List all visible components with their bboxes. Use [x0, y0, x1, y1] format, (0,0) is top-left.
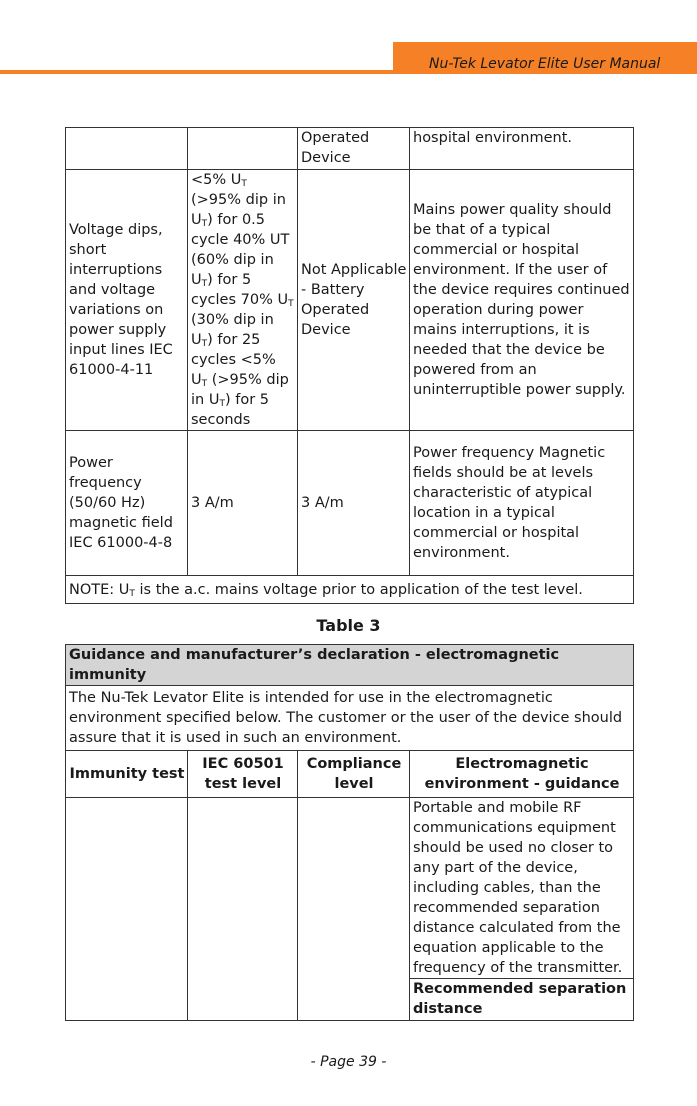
table-title: Table 3 [316, 616, 381, 635]
table-row [66, 798, 634, 979]
level-cell: <5% $U_T$ (>95% dip in $U_T$) for 0.5 cycle 40% UT (60% dip in $U_T$) for 5 cycles 70% $U_T$ (30% dip in $U_T$) for 25 cycles <5% $U_T$ (>95% dip in $U_T$) for 5 seconds [188, 170, 298, 431]
table-row [66, 170, 634, 431]
table-row [66, 686, 634, 751]
column-header: Compliance level [298, 751, 410, 798]
column-header: Immunity test [66, 751, 188, 798]
table-row [66, 576, 634, 604]
page-number: - Page 39 - [310, 1054, 387, 1070]
compliance-cell: Operated Device [298, 128, 410, 170]
column-header: Electromagnetic environment - guidance [410, 751, 634, 798]
cell-empty [66, 798, 188, 1021]
cell-empty [66, 128, 188, 170]
table-row [66, 751, 634, 798]
table-header: Guidance and manufacturer’s declaration - electromagnetic immunity [66, 645, 634, 686]
level-cell: 3 A/m [188, 431, 298, 576]
guidance-cell: Portable and mobile RF communications equipment should be used no closer to any part of the device, including cables, than the recommended separation distance calculated from the equation applicable to the frequency of the transmitter. [410, 798, 634, 979]
test-cell: Voltage dips, short interruptions and voltage variations on power supply input lines IEC 61000-4-11 [66, 170, 188, 431]
recommended-distance-cell: Recommended separation distance [410, 979, 634, 1021]
table-row [66, 645, 634, 686]
manual-title: Nu-Tek Levator Elite User Manual [429, 56, 661, 72]
table-row [66, 128, 634, 170]
test-cell: Power frequency (50/60 Hz) magnetic field IEC 61000-4-8 [66, 431, 188, 576]
cell-empty [188, 128, 298, 170]
compliance-cell: 3 A/m [298, 431, 410, 576]
cell-empty [188, 798, 298, 1021]
compliance-cell: Not Applicable - Battery Operated Device [298, 170, 410, 431]
column-header: IEC 60501 test level [188, 751, 298, 798]
immunity-table [65, 644, 634, 1021]
guidance-cell: hospital environment. [410, 128, 634, 170]
table-row [66, 431, 634, 576]
guidance-cell: Mains power quality should be that of a typical commercial or hospital environment. If the user of the device requires continued operation during power mains interruptions, it is needed that the device be powered from an uninterruptible power supply. [410, 170, 634, 431]
guidance-cell: Power frequency Magnetic fields should be at levels characteristic of atypical location in a typical commercial or hospital environment. [410, 431, 634, 576]
note-cell: NOTE: $U_T$ is the a.c. mains voltage prior to application of the test level. [66, 576, 634, 604]
cell-empty [298, 798, 410, 1021]
intro-cell: The Nu-Tek Levator Elite is intended for use in the electromagnetic environment specified below. The customer or the user of the device should assure that it is used in such an environment. [66, 686, 634, 751]
immunity-table-continued [65, 127, 634, 604]
